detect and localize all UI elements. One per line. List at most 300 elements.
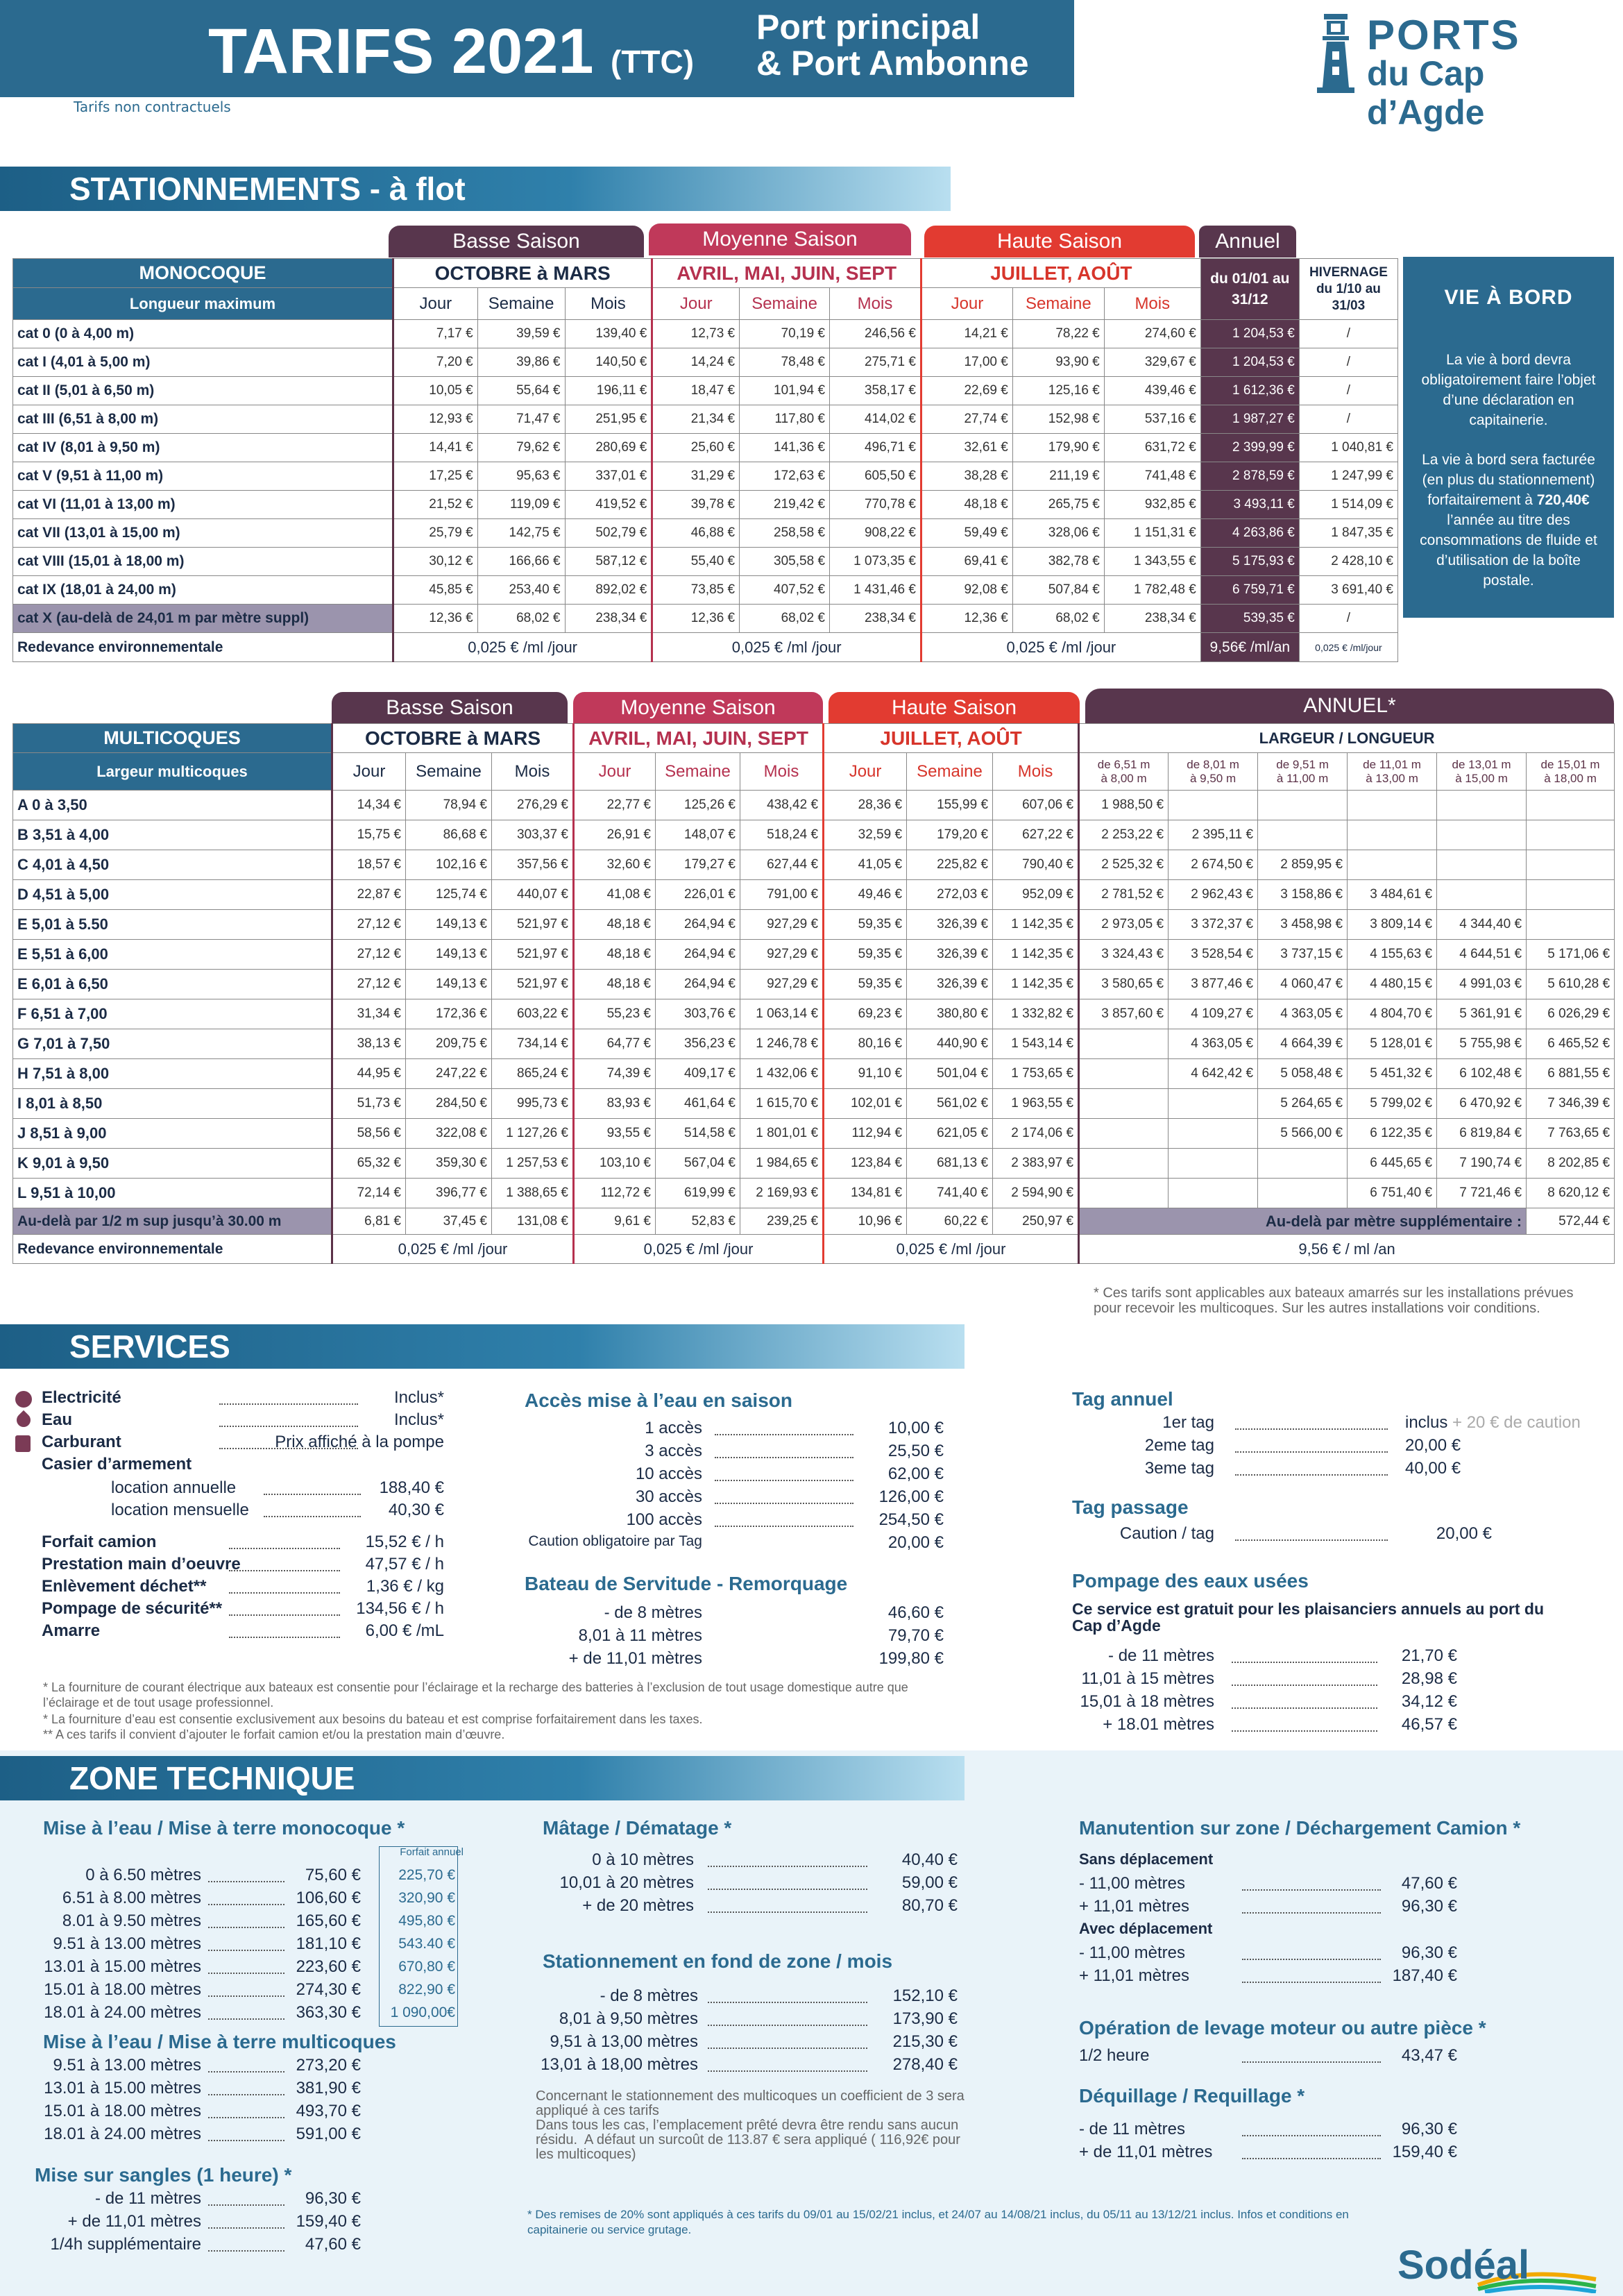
price-cell: 48,18 €	[921, 491, 1012, 519]
mono-col-semaine: Semaine	[1012, 288, 1104, 320]
price-cell: 328,06 €	[1012, 519, 1104, 548]
dot-leader	[708, 1889, 867, 1890]
price-cell: 514,58 €	[656, 1119, 740, 1149]
price-cell: 55,64 €	[477, 377, 565, 405]
price-cell: 741,48 €	[1104, 462, 1200, 491]
price-value: 46,57 €	[1401, 1715, 1457, 1734]
price-label: 3 accès	[645, 1442, 702, 1460]
price-cell: 38,13 €	[332, 1029, 406, 1059]
price-cell: 25,79 €	[393, 519, 477, 548]
fuel-pump-icon	[15, 1435, 31, 1452]
table-row	[13, 1059, 1615, 1089]
price-cell: 149,13 €	[406, 910, 492, 940]
price-value: 43,47 €	[1401, 2046, 1457, 2065]
price-cell: 166,66 €	[477, 548, 565, 576]
price-cell: 148,07 €	[656, 820, 740, 850]
price-cell: 303,37 €	[492, 820, 574, 850]
price-cell: 39,59 €	[477, 320, 565, 348]
section-services: SERVICES	[0, 1324, 965, 1369]
services-note: * La fourniture de courant électrique aux bateaux est consentie pour l’éclairage et la recharge des batteries à l’exclusion de tout usage domestique autre que l’éclairage et de tout usage professionnel.	[43, 1680, 908, 1710]
price-label: + 11,01 mètres	[1079, 1897, 1189, 1916]
price-cell: 284,50 €	[406, 1089, 492, 1119]
tag-passage-title: Tag passage	[1072, 1496, 1189, 1518]
table-row	[13, 1149, 1615, 1179]
price-cell: 1 142,35 €	[993, 910, 1079, 940]
price-cell: 7 763,65 €	[1527, 1119, 1615, 1149]
mono-red-haute: 0,025 € /ml /jour	[921, 633, 1200, 662]
tag-extra: + 20 € de caution	[1447, 1413, 1581, 1432]
price-label: 13,01 à 18,00 mètres	[541, 2055, 698, 2074]
price-cell: 734,14 €	[492, 1029, 574, 1059]
table-row	[13, 820, 1615, 850]
price-cell: 790,40 €	[993, 850, 1079, 880]
price-label: 30 accès	[635, 1487, 702, 1506]
price-cell: 1 612,36 €	[1200, 377, 1299, 405]
price-cell: 1 388,65 €	[492, 1179, 574, 1208]
price-label: 3eme tag	[1144, 1459, 1214, 1478]
multi-beyond-annual-label: Au-delà par mètre supplémentaire :	[1079, 1208, 1527, 1235]
table-row	[13, 348, 1398, 377]
price-cell: 461,64 €	[656, 1089, 740, 1119]
price-label: 9,51 à 13,00 mètres	[550, 2032, 698, 2051]
price-cell: 2 395,11 €	[1169, 820, 1258, 850]
price-value: 10,00 €	[887, 1419, 944, 1437]
price-cell: 3 580,65 €	[1079, 970, 1169, 999]
price-value: 59,00 €	[901, 1873, 958, 1892]
price-value: 181,10 €	[296, 1934, 361, 1953]
price-cell: 605,50 €	[830, 462, 921, 491]
price-cell: 68,02 €	[477, 605, 565, 633]
price-cell: 496,71 €	[830, 434, 921, 462]
sangles-title: Mise sur sangles (1 heure) *	[35, 2164, 292, 2186]
price-cell: 264,94 €	[656, 940, 740, 970]
table-row	[13, 405, 1398, 434]
price-cell: 91,10 €	[824, 1059, 907, 1089]
price-cell: 102,16 €	[406, 850, 492, 880]
row-label: C 4,01 à 4,50	[13, 850, 332, 880]
price-cell: 59,35 €	[824, 940, 907, 970]
service-label: location annuelle	[111, 1478, 237, 1497]
dot-leader	[708, 2070, 867, 2072]
multi-beyond-cell: 6,81 €	[332, 1208, 406, 1235]
price-cell: 3 809,14 €	[1348, 910, 1437, 940]
price-cell: 275,71 €	[830, 348, 921, 377]
price-cell: 1 847,35 €	[1299, 519, 1397, 548]
price-cell: 1 257,53 €	[492, 1149, 574, 1179]
mono-tab-haute: Haute Saison	[924, 226, 1195, 258]
levage-title: Opération de levage moteur ou autre pièce *	[1079, 2017, 1486, 2038]
price-cell: 1 142,35 €	[993, 940, 1079, 970]
price-cell: 78,22 €	[1012, 320, 1104, 348]
price-cell: 172,36 €	[406, 999, 492, 1029]
price-cell: 2 174,06 €	[993, 1119, 1079, 1149]
price-cell	[1258, 1179, 1348, 1208]
price-cell: 2 962,43 €	[1169, 880, 1258, 910]
row-label: E 5,01 à 5.50	[13, 910, 332, 940]
price-cell: 6 026,29 €	[1527, 999, 1615, 1029]
price-cell: 414,02 €	[830, 405, 921, 434]
price-cell	[1527, 910, 1615, 940]
price-cell: /	[1299, 605, 1397, 633]
multi-beyond-cell: 52,83 €	[656, 1208, 740, 1235]
multi-col-jour: Jour	[332, 753, 406, 791]
multi-len-col-5: de 15,01 m à 18,00 m	[1527, 753, 1615, 791]
price-label: 6.51 à 8.00 mètres	[62, 1889, 201, 1907]
mono-col-semaine: Semaine	[740, 288, 830, 320]
price-cell	[1437, 820, 1527, 850]
service-label: Amarre	[42, 1621, 101, 1640]
price-cell: 51,73 €	[332, 1089, 406, 1119]
price-cell: 326,39 €	[907, 940, 993, 970]
mono-tab-moyenne: Moyenne Saison	[649, 223, 911, 255]
price-cell: 2 525,32 €	[1079, 850, 1169, 880]
table-row	[13, 791, 1615, 820]
price-cell: 326,39 €	[907, 910, 993, 940]
price-cell: 1 204,53 €	[1200, 348, 1299, 377]
table-row	[13, 999, 1615, 1029]
row-label: G 7,01 à 7,50	[13, 1029, 332, 1059]
price-value	[1405, 1436, 1461, 1455]
service-label: Prestation main d’oeuvre	[42, 1555, 241, 1573]
price-cell: 4 642,42 €	[1169, 1059, 1258, 1089]
price-cell: 46,88 €	[652, 519, 740, 548]
price-cell: 4 804,70 €	[1348, 999, 1437, 1029]
row-label: cat IV (8,01 à 9,50 m)	[13, 434, 393, 462]
price-cell: 6 445,65 €	[1348, 1149, 1437, 1179]
row-label: cat II (5,01 à 6,50 m)	[13, 377, 393, 405]
price-cell: 419,52 €	[565, 491, 652, 519]
forfait-box	[379, 1846, 458, 2027]
price-cell: 1 543,14 €	[993, 1029, 1079, 1059]
price-cell: 12,36 €	[921, 605, 1012, 633]
price-cell: 41,05 €	[824, 850, 907, 880]
price-cell: 125,26 €	[656, 791, 740, 820]
price-cell: 892,02 €	[565, 576, 652, 605]
price-value: 273,20 €	[296, 2056, 361, 2075]
acces-title: Accès mise à l’eau en saison	[525, 1390, 792, 1411]
price-cell: 14,41 €	[393, 434, 477, 462]
price-cell: 246,56 €	[830, 320, 921, 348]
ttc-label: (TTC)	[611, 44, 695, 80]
price-cell	[1258, 1149, 1348, 1179]
price-label: 15,01 à 18 mètres	[1080, 1692, 1214, 1711]
price-cell: 12,36 €	[652, 605, 740, 633]
multicoques-table	[12, 723, 1615, 1264]
price-label: + de 11,01 mètres	[568, 1649, 702, 1668]
price-cell: 70,19 €	[740, 320, 830, 348]
row-label: cat VII (13,01 à 15,00 m)	[13, 519, 393, 548]
price-cell: 1 247,99 €	[1299, 462, 1397, 491]
price-cell: 27,74 €	[921, 405, 1012, 434]
price-cell: 93,90 €	[1012, 348, 1104, 377]
price-label: 15.01 à 18.00 mètres	[44, 1980, 201, 1999]
price-cell	[1437, 791, 1527, 820]
multi-col-semaine: Semaine	[907, 753, 993, 791]
row-label: B 3,51 à 4,00	[13, 820, 332, 850]
price-label: 1 accès	[645, 1419, 702, 1437]
price-cell: 4 060,47 €	[1258, 970, 1348, 999]
price-cell: 238,34 €	[830, 605, 921, 633]
price-cell: 3 528,54 €	[1169, 940, 1258, 970]
price-cell: 2 878,59 €	[1200, 462, 1299, 491]
mono-subtitle: Longueur maximum	[13, 288, 393, 320]
price-value: 223,60 €	[296, 1957, 361, 1976]
price-cell: 211,19 €	[1012, 462, 1104, 491]
multi-subtitle: Largeur multicoques	[13, 753, 332, 791]
price-cell: 6 470,92 €	[1437, 1089, 1527, 1119]
price-cell: 927,29 €	[740, 910, 824, 940]
price-cell: 1 332,82 €	[993, 999, 1079, 1029]
table-row	[13, 605, 1398, 633]
price-cell: 21,52 €	[393, 491, 477, 519]
price-cell: 6 819,84 €	[1437, 1119, 1527, 1149]
price-cell: 123,84 €	[824, 1149, 907, 1179]
price-cell: 326,39 €	[907, 970, 993, 999]
price-cell: 238,34 €	[565, 605, 652, 633]
multi-beyond-label: Au-delà par 1/2 m sup jusqu’à 30.00 m	[13, 1208, 332, 1235]
forfait-annuel-value: 543.40 €	[398, 1936, 455, 1952]
price-cell: 21,34 €	[652, 405, 740, 434]
multi-note: * Ces tarifs sont applicables aux bateaux amarrés sur les installations prévues pour recevoir les multicoques. Sur les autres installations voir conditions.	[1094, 1285, 1574, 1316]
plug-icon	[15, 1391, 32, 1408]
multi-red-basse: 0,025 € /ml /jour	[332, 1235, 574, 1264]
price-cell: 1 204,53 €	[1200, 320, 1299, 348]
forfait-annuel-value: 320,90 €	[398, 1890, 455, 1906]
table-row	[13, 940, 1615, 970]
price-cell: 1 431,46 €	[830, 576, 921, 605]
mono-redevance: Redevance environnementale	[13, 633, 393, 662]
price-cell	[1437, 850, 1527, 880]
tag-val: 40,00 €	[1405, 1459, 1461, 1478]
price-cell	[1079, 1059, 1169, 1089]
price-value: 187,40 €	[1392, 1966, 1457, 1985]
multi-months-moyenne: AVRIL, MAI, JUIN, SEPT	[574, 724, 824, 753]
dot-leader	[708, 2002, 867, 2003]
price-value: 274,30 €	[296, 1980, 361, 1999]
price-cell: 149,13 €	[406, 970, 492, 999]
mono-months-moyenne: AVRIL, MAI, JUIN, SEPT	[652, 259, 921, 288]
price-cell: 38,28 €	[921, 462, 1012, 491]
price-cell: 5 175,93 €	[1200, 548, 1299, 576]
price-cell: 396,77 €	[406, 1179, 492, 1208]
price-value: 96,30 €	[305, 2189, 361, 2208]
price-value: 20,00 €	[887, 1533, 944, 1552]
price-cell: 1 988,50 €	[1079, 791, 1169, 820]
multi-tab-moyenne: Moyenne Saison	[573, 692, 823, 724]
price-cell: 253,40 €	[477, 576, 565, 605]
price-cell: 1 142,35 €	[993, 970, 1079, 999]
price-value: 173,90 €	[892, 2009, 958, 2028]
multi-beyond-cell: 239,25 €	[740, 1208, 824, 1235]
price-cell: 2 859,95 €	[1258, 850, 1348, 880]
price-cell: 32,61 €	[921, 434, 1012, 462]
price-cell: 117,80 €	[740, 405, 830, 434]
price-cell: 3 458,98 €	[1258, 910, 1348, 940]
price-cell: 4 109,27 €	[1169, 999, 1258, 1029]
forfait-annuel-value: 670,80 €	[398, 1959, 455, 1975]
price-value: 152,10 €	[892, 1986, 958, 2005]
price-cell: 1 753,65 €	[993, 1059, 1079, 1089]
price-cell: 125,16 €	[1012, 377, 1104, 405]
price-cell	[1348, 791, 1437, 820]
mono-red-annuel: 9,56€ /ml/an	[1200, 633, 1299, 662]
price-cell: 134,81 €	[824, 1179, 907, 1208]
price-cell: 225,82 €	[907, 850, 993, 880]
price-cell: 22,77 €	[574, 791, 656, 820]
table-row	[13, 548, 1398, 576]
price-cell: 1 246,78 €	[740, 1029, 824, 1059]
price-cell: 1 040,81 €	[1299, 434, 1397, 462]
price-cell: 72,14 €	[332, 1179, 406, 1208]
price-cell: 908,22 €	[830, 519, 921, 548]
port-principal: Port principal	[756, 8, 980, 47]
price-label: 10 accès	[635, 1464, 702, 1483]
tag-val: inclus	[1405, 1413, 1448, 1432]
price-cell: 25,60 €	[652, 434, 740, 462]
price-cell: 927,29 €	[740, 970, 824, 999]
price-value: 40,40 €	[901, 1850, 958, 1869]
price-cell: 3 158,86 €	[1258, 880, 1348, 910]
price-cell: 140,50 €	[565, 348, 652, 377]
price-cell: 12,73 €	[652, 320, 740, 348]
service-value: Inclus*	[393, 1410, 444, 1429]
price-cell: 31,29 €	[652, 462, 740, 491]
multi-col-semaine: Semaine	[406, 753, 492, 791]
multi-annuel-sub: LARGEUR / LONGUEUR	[1079, 724, 1615, 753]
price-cell: 4 155,63 €	[1348, 940, 1437, 970]
price-cell: 14,24 €	[652, 348, 740, 377]
price-cell: 3 372,37 €	[1169, 910, 1258, 940]
price-cell: 4 664,39 €	[1258, 1029, 1348, 1059]
row-label: F 6,51 à 7,00	[13, 999, 332, 1029]
price-cell: 5 799,02 €	[1348, 1089, 1437, 1119]
mise-eau-multi-title: Mise à l’eau / Mise à terre multicoques	[43, 2031, 396, 2052]
price-cell: 14,21 €	[921, 320, 1012, 348]
price-cell	[1079, 1149, 1169, 1179]
price-cell	[1258, 791, 1348, 820]
service-label: Eau	[42, 1410, 73, 1429]
service-value: 134,56 € / h	[356, 1599, 444, 1618]
price-cell: 59,35 €	[824, 910, 907, 940]
mono-tab-basse: Basse Saison	[389, 226, 644, 258]
multi-len-col-1: de 8,01 m à 9,50 m	[1169, 753, 1258, 791]
services-note: * La fourniture d’eau est consentie exclusivement aux besoins du bateau et est comprise forfaitairement dans les taxes.	[43, 1712, 703, 1726]
table-row	[13, 970, 1615, 999]
price-cell: 4 480,15 €	[1348, 970, 1437, 999]
price-cell: 865,24 €	[492, 1059, 574, 1089]
table-row	[13, 910, 1615, 940]
multi-col-jour: Jour	[824, 753, 907, 791]
logo-text-cap: du Cap d’Agde	[1367, 54, 1485, 132]
price-value: 159,40 €	[296, 2212, 361, 2231]
price-value: 47,60 €	[305, 2235, 361, 2254]
price-cell: 607,06 €	[993, 791, 1079, 820]
price-cell: 305,58 €	[740, 548, 830, 576]
price-cell: 48,18 €	[574, 970, 656, 999]
price-cell: 501,04 €	[907, 1059, 993, 1089]
price-cell: 2 781,52 €	[1079, 880, 1169, 910]
forfait-annuel-value: 225,70 €	[398, 1867, 455, 1883]
price-cell: 5 610,28 €	[1527, 970, 1615, 999]
multi-len-col-0: de 6,51 m à 8,00 m	[1079, 753, 1169, 791]
price-value: 96,30 €	[1401, 1897, 1457, 1916]
price-cell: 32,59 €	[824, 820, 907, 850]
price-cell: 247,22 €	[406, 1059, 492, 1089]
row-label: cat V (9,51 à 11,00 m)	[13, 462, 393, 491]
price-cell: 196,11 €	[565, 377, 652, 405]
price-cell: 7 346,39 €	[1527, 1089, 1615, 1119]
price-cell: 2 674,50 €	[1169, 850, 1258, 880]
price-cell: 179,20 €	[907, 820, 993, 850]
price-label: + de 11,01 mètres	[67, 2212, 201, 2231]
price-cell: 274,60 €	[1104, 320, 1200, 348]
price-label: + 11,01 mètres	[1079, 1966, 1189, 1985]
row-label: I 8,01 à 8,50	[13, 1089, 332, 1119]
forfait-annuel-label: Forfait annuel	[400, 1846, 464, 1858]
price-cell: 6 122,35 €	[1348, 1119, 1437, 1149]
price-value: 47,60 €	[1401, 1874, 1457, 1893]
price-cell: 322,08 €	[406, 1119, 492, 1149]
sans-deplacement: Sans déplacement	[1079, 1850, 1214, 1868]
dot-leader	[708, 2025, 867, 2026]
mise-eau-mono-title: Mise à l’eau / Mise à terre monocoque *	[43, 1817, 405, 1839]
mono-col-jour: Jour	[652, 288, 740, 320]
price-cell: 172,63 €	[740, 462, 830, 491]
manutention-title: Manutention sur zone / Déchargement Camion *	[1079, 1817, 1521, 1839]
price-label: 8.01 à 9.50 mètres	[62, 1911, 201, 1930]
pompage-title: Pompage des eaux usées	[1072, 1570, 1309, 1592]
forfait-annuel-value: 495,80 €	[398, 1913, 455, 1929]
price-cell: 358,17 €	[830, 377, 921, 405]
non-contract-note: Tarifs non contractuels	[74, 99, 231, 115]
price-cell: 357,56 €	[492, 850, 574, 880]
price-value: 25,50 €	[887, 1442, 944, 1460]
service-label: Electricité	[42, 1388, 121, 1407]
price-value: 493,70 €	[296, 2102, 361, 2120]
table-row	[13, 434, 1398, 462]
price-cell: 7,20 €	[393, 348, 477, 377]
price-cell: 44,95 €	[332, 1059, 406, 1089]
price-cell: 45,85 €	[393, 576, 477, 605]
price-cell: 22,69 €	[921, 377, 1012, 405]
service-label: Carburant	[42, 1433, 121, 1451]
multi-title: MULTICOQUES	[13, 724, 332, 753]
table-row	[13, 576, 1398, 605]
price-cell: 521,97 €	[492, 970, 574, 999]
price-cell: 539,35 €	[1200, 605, 1299, 633]
price-cell: 521,97 €	[492, 940, 574, 970]
price-cell: 58,56 €	[332, 1119, 406, 1149]
ports-logo	[1311, 12, 1575, 132]
price-cell: 179,27 €	[656, 850, 740, 880]
price-value: 34,12 €	[1401, 1692, 1457, 1711]
price-cell: 86,68 €	[406, 820, 492, 850]
price-label: - 11,00 mètres	[1079, 1943, 1185, 1962]
multi-col-mois: Mois	[993, 753, 1079, 791]
price-cell: 5 451,32 €	[1348, 1059, 1437, 1089]
price-cell: 39,78 €	[652, 491, 740, 519]
price-cell: 79,62 €	[477, 434, 565, 462]
table-row	[13, 491, 1398, 519]
price-cell: 78,48 €	[740, 348, 830, 377]
price-label: - de 11 mètres	[95, 2189, 201, 2208]
dot-leader	[1235, 1474, 1388, 1476]
price-cell: 603,22 €	[492, 999, 574, 1029]
price-cell: 139,40 €	[565, 320, 652, 348]
row-label: cat VI (11,01 à 13,00 m)	[13, 491, 393, 519]
multi-tab-haute: Haute Saison	[829, 692, 1080, 724]
price-value: 591,00 €	[296, 2125, 361, 2143]
